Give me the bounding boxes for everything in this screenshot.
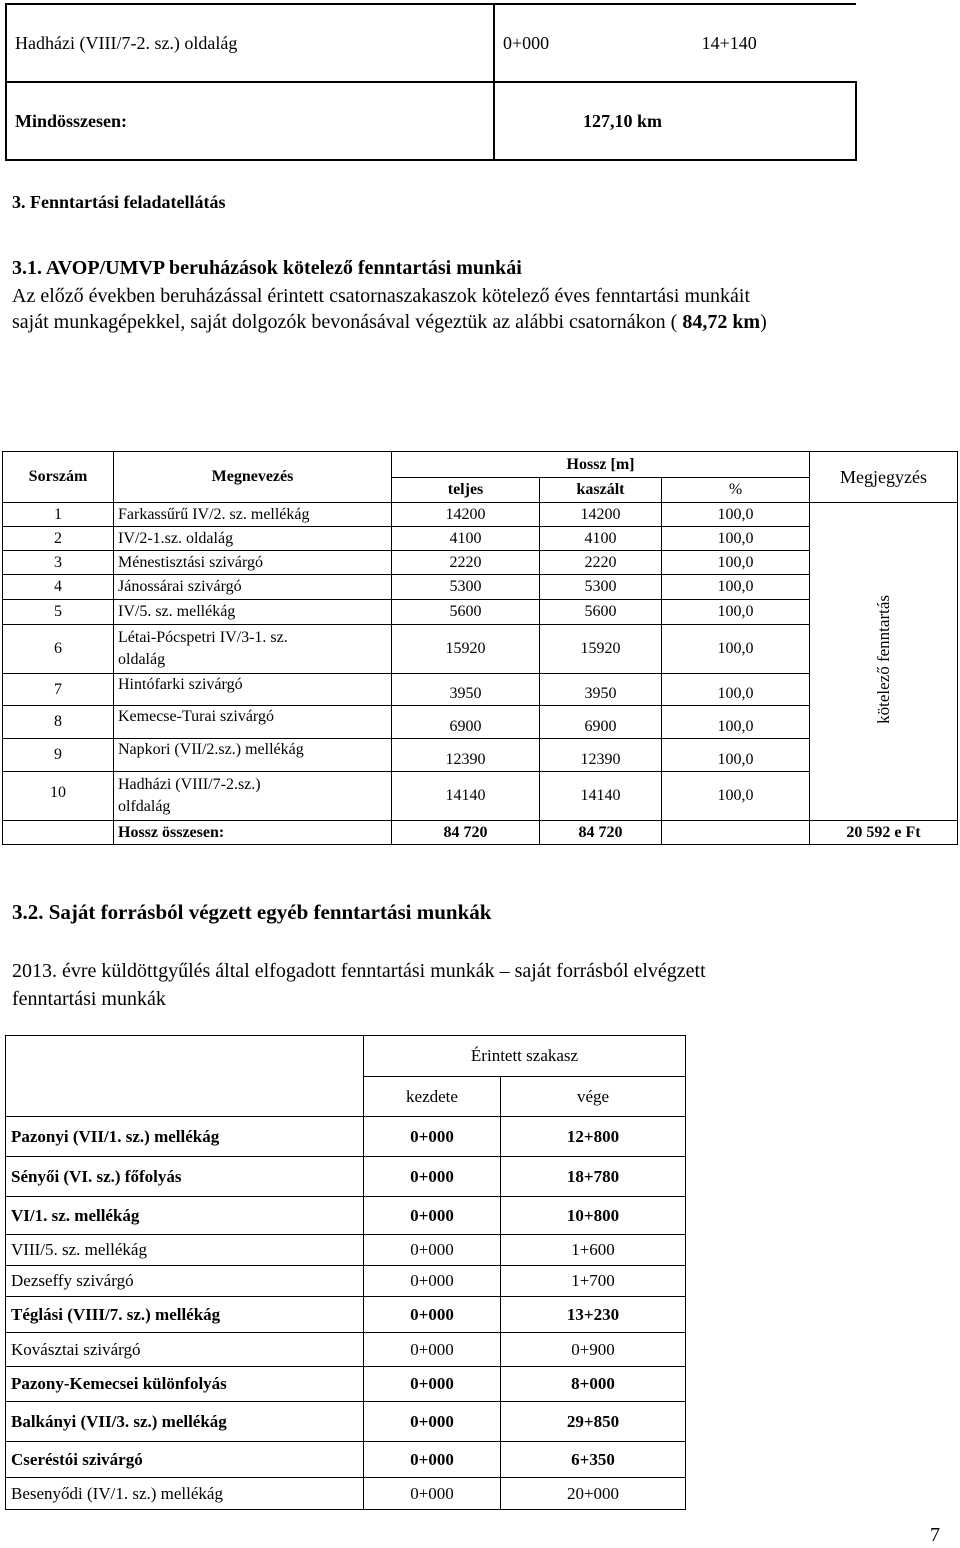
row-start: 0+000: [364, 1235, 501, 1266]
summary-start: 0+000: [503, 32, 550, 53]
row-name: Ménestisztási szivárgó: [114, 551, 392, 575]
summary-row: [6, 4, 856, 82]
row-pct: 100,0: [662, 674, 810, 706]
table-row: [3, 503, 958, 527]
own-source-table-body: [6, 1117, 686, 1510]
row-name: Besenyődi (IV/1. sz.) mellékág: [6, 1478, 364, 1510]
summary-canal-name: Hadházi (VIII/7-2. sz.) oldalág: [6, 4, 494, 82]
row-kaszalt: 3950: [540, 674, 662, 706]
paragraph-line-1: 2013. évre küldöttgyűlés által elfogadott fenntartási munkák – saját forrásból elvégzett: [12, 960, 706, 982]
table-row: [6, 1297, 686, 1333]
paragraph-line-2-end: ): [760, 311, 767, 333]
header-kezdete: kezdete: [364, 1077, 501, 1117]
row-pct: 100,0: [662, 625, 810, 674]
table-row: [6, 1367, 686, 1402]
row-pct: 100,0: [662, 706, 810, 739]
row-kaszalt: 15920: [540, 625, 662, 674]
row-name: Jánossárai szivárgó: [114, 575, 392, 600]
row-kaszalt: 2220: [540, 551, 662, 575]
row-start: 0+000: [364, 1333, 501, 1367]
table-row: [6, 1478, 686, 1510]
row-number: 1: [3, 503, 114, 527]
row-end: 10+800: [501, 1197, 686, 1235]
row-pct: 100,0: [662, 772, 810, 821]
header-sorszam: Sorszám: [3, 452, 114, 503]
row-teljes: 5300: [392, 575, 540, 600]
row-name: Kemecse-Turai szivárgó: [114, 706, 392, 739]
remark-text: kötelező fenntartás: [873, 594, 893, 724]
table-row: [6, 1402, 686, 1442]
remark-cell: [810, 503, 958, 821]
row-name: Pazony-Kemecsei különfolyás: [6, 1367, 364, 1402]
row-name: [114, 625, 392, 674]
row-kaszalt: 12390: [540, 739, 662, 772]
row-start: 0+000: [364, 1197, 501, 1235]
row-name-line-1: Létai-Pócspetri IV/3-1. sz.: [118, 629, 288, 646]
row-start: 0+000: [364, 1117, 501, 1157]
row-name: Cseréstói szivárgó: [6, 1442, 364, 1478]
row-name: VI/1. sz. mellékág: [6, 1197, 364, 1235]
header-erintett-szakasz: Érintett szakasz: [364, 1036, 686, 1077]
row-number: 3: [3, 551, 114, 575]
section-3-2-title: 3.2. Saját forrásból végzett egyéb fenntartási munkák: [12, 900, 492, 924]
row-teljes: 15920: [392, 625, 540, 674]
paragraph-line-2: fenntartási munkák: [12, 988, 166, 1010]
row-end: 1+600: [501, 1235, 686, 1266]
row-teljes: 12390: [392, 739, 540, 772]
table-row: [6, 1117, 686, 1157]
row-number: 7: [3, 674, 114, 706]
table-row: [6, 1333, 686, 1367]
row-end: 18+780: [501, 1157, 686, 1197]
summary-total-row: [6, 82, 856, 160]
row-start: 0+000: [364, 1402, 501, 1442]
row-name: Dezseffy szivárgó: [6, 1266, 364, 1297]
row-start: 0+000: [364, 1367, 501, 1402]
paragraph-line-1: Az előző években beruházással érintett csatornaszakaszok kötelező éves fenntartási munkáit: [12, 285, 751, 307]
summary-table: [5, 3, 857, 161]
header-megjegyzes: Megjegyzés: [810, 452, 958, 503]
section-3-title: 3. Fenntartási feladatellátás: [12, 192, 226, 212]
row-number: 9: [3, 739, 114, 772]
paragraph-line-2: [12, 309, 952, 335]
row-pct: 100,0: [662, 600, 810, 625]
own-source-table: [5, 1035, 686, 1510]
summary-total-value: 127,10 km: [583, 110, 663, 131]
row-name: VIII/5. sz. mellékág: [6, 1235, 364, 1266]
row-end: 8+000: [501, 1367, 686, 1402]
row-name: Sényői (VI. sz.) főfolyás: [6, 1157, 364, 1197]
row-pct: 100,0: [662, 575, 810, 600]
row-teljes: 6900: [392, 706, 540, 739]
row-end: 20+000: [501, 1478, 686, 1510]
total-row: [3, 821, 958, 845]
row-name: [114, 772, 392, 821]
row-name-line-2: oldalág: [118, 651, 166, 668]
row-teljes: 5600: [392, 600, 540, 625]
row-number: 5: [3, 600, 114, 625]
maintenance-table: [2, 451, 958, 845]
row-start: 0+000: [364, 1157, 501, 1197]
row-number: 2: [3, 527, 114, 551]
row-name: Balkányi (VII/3. sz.) mellékág: [6, 1402, 364, 1442]
row-end: 13+230: [501, 1297, 686, 1333]
header-teljes: teljes: [392, 478, 540, 503]
header-kaszalt: kaszált: [540, 478, 662, 503]
row-end: 1+700: [501, 1266, 686, 1297]
total-label: Hossz összesen:: [114, 821, 392, 845]
row-pct: 100,0: [662, 551, 810, 575]
total-teljes: 84 720: [392, 821, 540, 845]
table-header-row: [3, 452, 958, 478]
row-end: 12+800: [501, 1117, 686, 1157]
row-pct: 100,0: [662, 527, 810, 551]
header-vege: vége: [501, 1077, 686, 1117]
row-end: 29+850: [501, 1402, 686, 1442]
row-name: Hintófarki szivárgó: [114, 674, 392, 706]
total-length-highlight: 84,72 km: [682, 311, 761, 333]
header-hossz: Hossz [m]: [392, 452, 810, 478]
row-teljes: 2220: [392, 551, 540, 575]
table-row: [6, 1442, 686, 1478]
summary-total-label: Mindösszesen:: [6, 82, 494, 160]
row-number: 4: [3, 575, 114, 600]
row-name-line-2: olfdalág: [118, 798, 171, 815]
row-start: 0+000: [364, 1266, 501, 1297]
row-kaszalt: 14200: [540, 503, 662, 527]
row-name: Kovásztai szivárgó: [6, 1333, 364, 1367]
total-kaszalt: 84 720: [540, 821, 662, 845]
total-cost: 20 592 e Ft: [810, 821, 958, 845]
row-name: Téglási (VIII/7. sz.) mellékág: [6, 1297, 364, 1333]
section-3-1-title: 3.1. AVOP/UMVP beruházások kötelező fenntartási munkái: [12, 257, 522, 279]
row-name: Pazonyi (VII/1. sz.) mellékág: [6, 1117, 364, 1157]
row-kaszalt: 4100: [540, 527, 662, 551]
row-kaszalt: 5600: [540, 600, 662, 625]
row-end: 0+900: [501, 1333, 686, 1367]
table-row: [6, 1197, 686, 1235]
row-teljes: 3950: [392, 674, 540, 706]
table-row: [6, 1266, 686, 1297]
row-name-line-1: Hadházi (VIII/7-2.sz.): [118, 776, 261, 793]
section-3-1-paragraph: [12, 283, 952, 335]
summary-end: 14+140: [701, 32, 757, 53]
row-name: Napkori (VII/2.sz.) mellékág: [114, 739, 392, 772]
row-kaszalt: 6900: [540, 706, 662, 739]
row-name: Farkassűrű IV/2. sz. mellékág: [114, 503, 392, 527]
row-pct: 100,0: [662, 503, 810, 527]
row-number: 8: [3, 706, 114, 739]
section-3-2-paragraph: [12, 957, 952, 1013]
row-teljes: 4100: [392, 527, 540, 551]
row-pct: 100,0: [662, 739, 810, 772]
header-pct: %: [662, 478, 810, 503]
header-megnevezes: Megnevezés: [114, 452, 392, 503]
row-name: IV/2-1.sz. oldalág: [114, 527, 392, 551]
row-start: 0+000: [364, 1442, 501, 1478]
row-start: 0+000: [364, 1297, 501, 1333]
row-teljes: 14140: [392, 772, 540, 821]
table-row: [6, 1235, 686, 1266]
page-number: 7: [930, 1524, 940, 1546]
paragraph-line-2-text: saját munkagépekkel, saját dolgozók bevonásával végeztük az alábbi csatornákon (: [12, 311, 683, 333]
row-name: IV/5. sz. mellékág: [114, 600, 392, 625]
row-kaszalt: 5300: [540, 575, 662, 600]
row-end: 6+350: [501, 1442, 686, 1478]
row-number: 6: [3, 625, 114, 674]
row-teljes: 14200: [392, 503, 540, 527]
table-row: [6, 1157, 686, 1197]
row-start: 0+000: [364, 1478, 501, 1510]
row-number: 10: [3, 772, 114, 821]
row-kaszalt: 14140: [540, 772, 662, 821]
